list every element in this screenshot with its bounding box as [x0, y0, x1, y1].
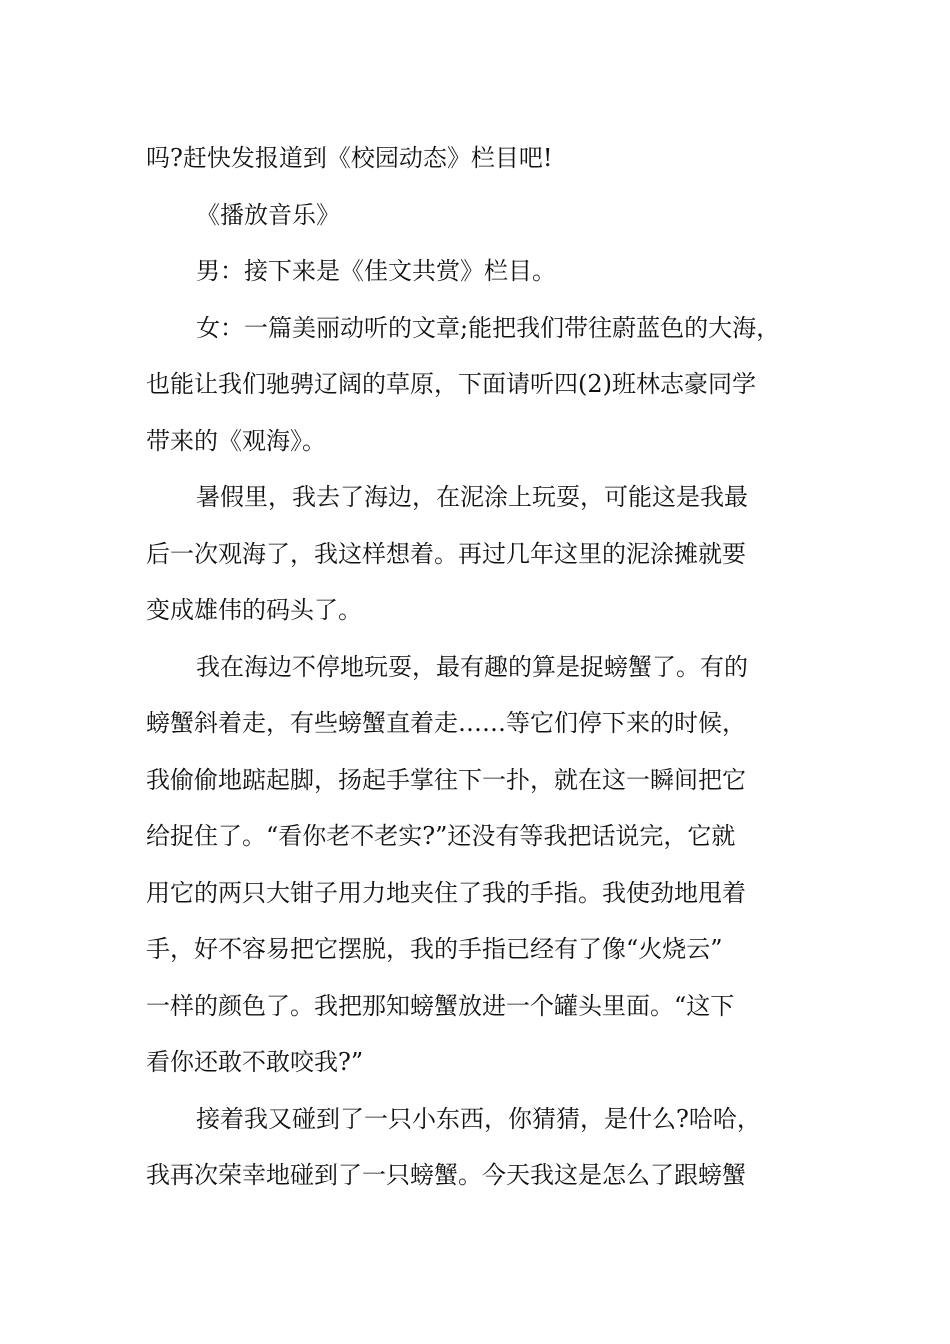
text-line: 也能让我们驰骋辽阔的草原，下面请听四(2)班林志豪同学	[146, 370, 756, 398]
document-body	[146, 130, 816, 1204]
text-line: 女：一篇美丽动听的文章;能把我们带往蔚蓝色的大海，	[196, 313, 781, 342]
text-line: 带来的《观海》。	[146, 426, 326, 455]
text-line: 用它的两只大钳子用力地夹住了我的手指。我使劲地甩着	[146, 878, 746, 907]
text-line: 给捉住了。“看你老不老实?”还没有等我把话说完，它就	[146, 822, 736, 850]
text-line: 一样的颜色了。我把那知螃蟹放进一个罐头里面。“这下	[146, 991, 735, 1020]
text-line: 我偷偷地踮起脚，扬起手掌往下一扑，就在这一瞬间把它	[146, 765, 746, 794]
text-line: 我再次荣幸地碰到了一只螃蟹。今天我这是怎么了跟螃蟹	[146, 1161, 746, 1189]
text-line: 手，好不容易把它摆脱，我的手指已经有了像“火烧云”	[146, 935, 723, 963]
text-line: 吗?赶快发报道到《校园动态》栏目吧!	[146, 144, 553, 172]
text-line: 接着我又碰到了一只小东西，你猜猜，是什么?哈哈，	[196, 1104, 761, 1133]
text-line: 男：接下来是《佳文共赏》栏目。	[196, 257, 556, 285]
text-line: 暑假里，我去了海边，在泥涂上玩耍，可能这是我最	[196, 483, 748, 511]
text-line: 后一次观海了，我这样想着。再过几年这里的泥涂摊就要	[146, 539, 746, 568]
text-line: 螃蟹斜着走，有些螃蟹直着走……等它们停下来的时候，	[146, 709, 746, 737]
text-line: 变成雄伟的码头了。	[146, 596, 362, 624]
text-line: 我在海边不停地玩耍，最有趣的算是捉螃蟹了。有的	[196, 652, 748, 681]
text-line: 《播放音乐》	[196, 200, 340, 229]
text-line: 看你还敢不敢咬我?”	[146, 1048, 364, 1076]
